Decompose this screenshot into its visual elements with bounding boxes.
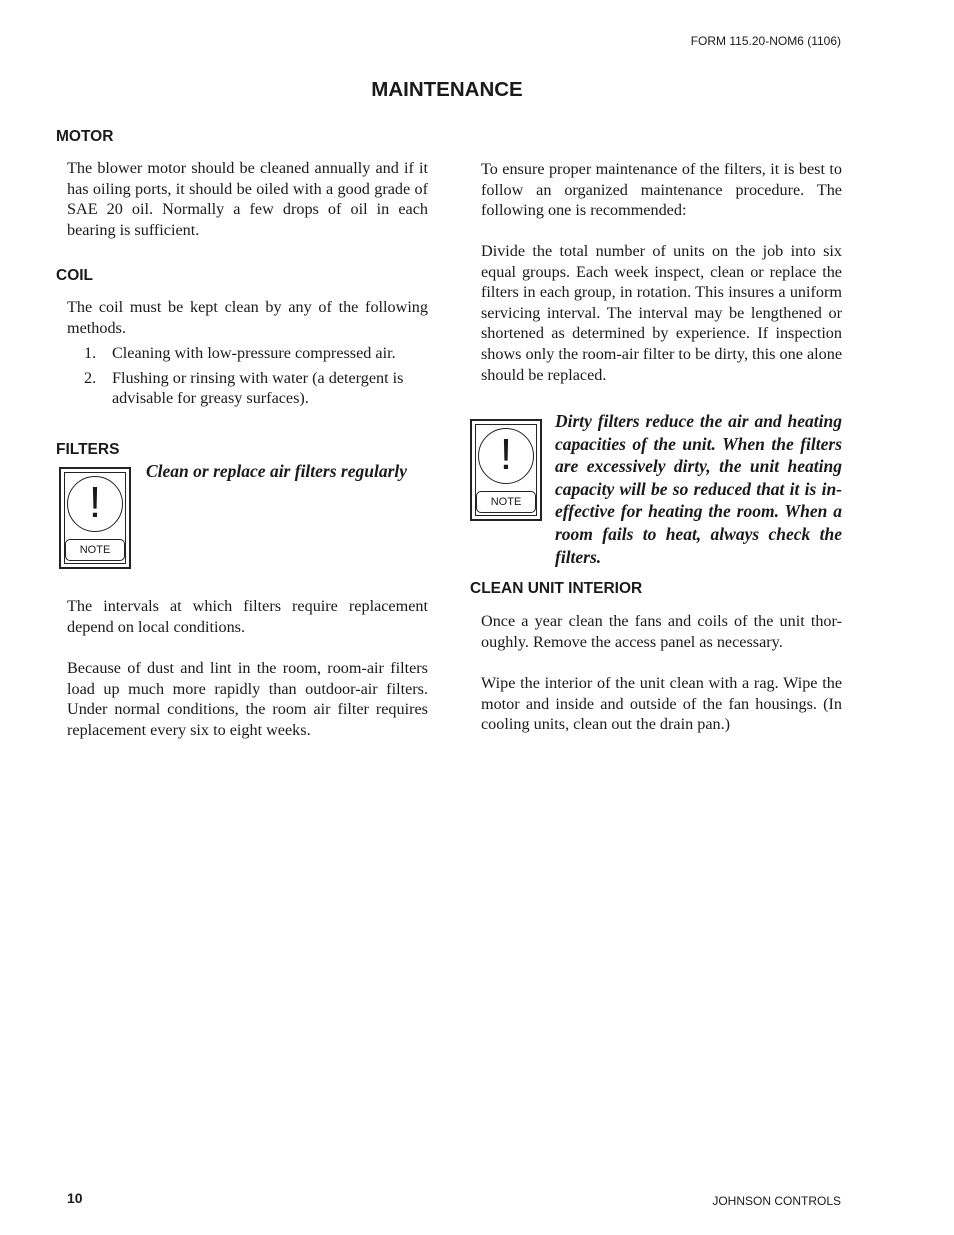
- page-number: 10: [67, 1190, 83, 1206]
- filters-paragraph-2: Because of dust and lint in the room, room-air filters load up much more rapidly than outdoor-air filters. Under normal conditions, the room air filter requires replacement every six to eight weeks.: [67, 659, 428, 739]
- footer-brand: JOHNSON CONTROLS: [712, 1194, 841, 1208]
- form-number: FORM 115.20-NOM6 (1106): [690, 34, 841, 48]
- dirty-filters-note-text: Dirty filters reduce the air and heating capacities of the unit. When the filters are excessively dirty, the unit heating capacity will be so reduced that it is in-effective for heating the room. When a room fails to heat, always check the filters.: [555, 411, 842, 567]
- motor-heading: MOTOR: [56, 128, 114, 145]
- list-text: Cleaning with low-pressure compressed air.: [112, 344, 396, 362]
- filters-note-text: Clean or replace air filters regularly: [146, 461, 408, 481]
- list-number: 2.: [84, 368, 97, 387]
- coil-heading: COIL: [56, 267, 94, 284]
- note-box: [59, 467, 131, 569]
- note-box: [470, 419, 542, 521]
- filters-heading: FILTERS: [56, 441, 120, 458]
- list-item: [67, 368, 428, 409]
- filter-rotation-paragraph: Divide the total number of units on the job into six equal groups. Each week inspect, clean or replace the filters in each group, in rotation. This insures a uniform servicing interval. The interval may be lengthened or shortened as determined by experience. If inspection shows only the room-air filter to be dirty, this one alone should be replaced.: [481, 242, 842, 384]
- maintenance-procedure-paragraph: To ensure proper maintenance of the filters, it is best to follow an organized maintenance procedure. The following one is recommended:: [481, 160, 842, 220]
- list-item: [67, 343, 428, 364]
- page-title: MAINTENANCE: [371, 78, 523, 101]
- interior-paragraph-2: Wipe the interior of the unit clean with a rag. Wipe the motor and inside and outside of the fan housings. (In cooling units, clean out the drain pan.): [481, 674, 842, 734]
- note-label: NOTE: [476, 491, 536, 513]
- warning-icon: !: [478, 428, 534, 484]
- list-text: Flushing or rinsing with water (a detergent is advisable for greasy surfaces).: [112, 368, 404, 408]
- note-label: NOTE: [65, 539, 125, 561]
- clean-interior-heading: CLEAN UNIT INTERIOR: [470, 580, 643, 597]
- warning-icon: !: [67, 476, 123, 532]
- filters-paragraph-1: The intervals at which filters require replacement depend on local conditions.: [67, 597, 428, 636]
- list-number: 1.: [84, 344, 97, 362]
- motor-paragraph: The blower motor should be cleaned annually and if it has oiling ports, it should be oiled with a good grade of SAE 20 oil. Normally a few drops of oil in each bearing is sufficient.: [67, 159, 428, 239]
- coil-method-list: [67, 343, 428, 413]
- interior-paragraph-1: Once a year clean the fans and coils of the unit thor-oughly. Remove the access panel as necessary.: [481, 612, 842, 651]
- coil-intro: The coil must be kept clean by any of the following methods.: [67, 298, 428, 337]
